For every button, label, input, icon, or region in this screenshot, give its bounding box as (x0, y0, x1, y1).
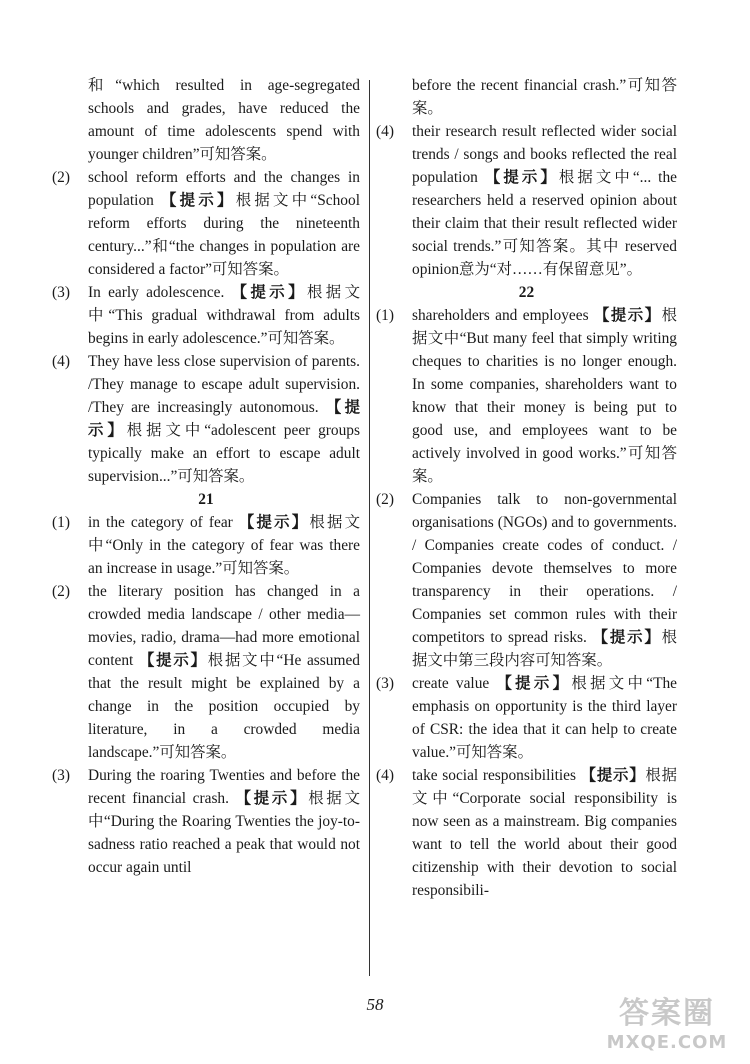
answer-text: In early adolescence. (88, 284, 225, 301)
answer-text: shareholders and employees (412, 307, 589, 324)
hint-label: 【提示】 (231, 284, 307, 301)
answer-item (376, 304, 677, 488)
hint-text: 根据文中“During the Roaring Twenties the joy-to-sadness ratio reached a peak that would not occur again until (88, 790, 360, 876)
answer-text: take social responsibilities (412, 767, 577, 784)
page-number: 58 (366, 995, 384, 1014)
item-number: (4) (52, 353, 70, 370)
hint-text: 根据文中“But many feel that simply writing cheques to charities is no longer enough. In some companies, shareholders want to know that their money is being put to good use, and employees want to be actively involved in good works.”可知答案。 (412, 307, 677, 485)
answer-item (376, 120, 677, 281)
answer-text: They have less close supervision of parents. /They manage to escape adult supervision. /They are increasingly autonomous. (88, 353, 360, 416)
left-column (52, 74, 360, 879)
item-number: (3) (52, 767, 70, 784)
answer-text: in the category of fear (88, 514, 233, 531)
continued-answer (376, 74, 677, 120)
hint-text: 根据文中“The emphasis on opportunity is the third layer of CSR: the idea that it can help to create value.”可知答案。 (412, 675, 677, 761)
answer-text: their research result reflected wider social trends / songs and books reflected the real population (412, 123, 677, 186)
right-column (376, 74, 677, 902)
hint-text: 根据文中第三段内容可知答案。 (412, 629, 677, 669)
answer-item (52, 511, 360, 580)
hint-label: 【提示】 (238, 514, 310, 531)
hint-label: 【提示】 (592, 629, 662, 646)
hint-label: 【提示】 (484, 169, 559, 186)
answer-item (52, 350, 360, 488)
hint-label: 【提示】 (235, 790, 309, 807)
answer-item (376, 672, 677, 764)
hint-text: 根据文中“adolescent peer groups typically make an effort to escape adult supervision...”可知答案。 (88, 422, 360, 485)
answer-text: During the roaring Twenties and before the recent financial crash. (88, 767, 360, 807)
answer-item (52, 764, 360, 879)
section-heading-21: 21 (198, 491, 214, 508)
hint-label: 【提示】 (88, 399, 360, 439)
answer-item (52, 281, 360, 350)
hint-text: 根据文中“He assumed that the result might be explained by a change in the position occupied by literature, in a crowded media landscape.”可知答案。 (88, 652, 360, 761)
answer-item (52, 580, 360, 764)
item-number: (4) (376, 123, 394, 140)
hint-label: 【提示】 (580, 767, 646, 784)
item-number: (2) (52, 169, 70, 186)
hint-label: 【提示】 (593, 307, 662, 324)
item-number: (2) (52, 583, 70, 600)
answer-text: Companies talk to non-governmental organisations (NGOs) and to governments. / Companies create codes of conduct. / Companies devote themselves to more transparency in their operations. / Companies set common rules with their competitors to spread risks. (412, 491, 677, 646)
watermark-logo (592, 996, 742, 1054)
hint-label: 【提示】 (160, 192, 236, 209)
hint-label: 【提示】 (138, 652, 208, 669)
answer-text: create value (412, 675, 490, 692)
hint-text: 根据文中“Only in the category of fear was there an increase in usage.”可知答案。 (88, 514, 360, 577)
watermark-url: MXQE.COM (606, 1032, 728, 1053)
hint-text: 根据文中“Corporate social responsibility is now seen as a mainstream. Big companies want to tell the world about their good citizenship with their devotion to social responsibili- (412, 767, 677, 899)
answer-item (376, 764, 677, 902)
answer-item (376, 488, 677, 672)
answer-text: school reform efforts and the changes in population (88, 169, 360, 209)
section-heading-22: 22 (518, 284, 535, 301)
hint-text: 根据文中“This gradual withdrawal from adults begins in early adolescence.”可知答案。 (88, 284, 360, 347)
hint-text: 根据文中“School reform efforts during the nineteenth century...”和“the changes in population are considered a factor”可知答案。 (88, 192, 360, 278)
item-number: (2) (376, 491, 394, 508)
item-number: (3) (52, 284, 70, 301)
answer-text: before the recent financial crash.”可知答案。 (412, 77, 677, 117)
column-divider (369, 80, 370, 976)
item-number: (3) (376, 675, 394, 692)
hint-text: 根据文中“... the researchers held a reserved opinion about their claim that their result reflected wider social trends.”可知答案。其中 reserved opinion意为“对……有保留意见”。 (412, 169, 677, 278)
continued-answer (52, 74, 360, 166)
hint-label: 【提示】 (496, 675, 572, 692)
item-number: (4) (376, 767, 394, 784)
item-number: (1) (376, 307, 394, 324)
answer-text: the literary position has changed in a crowded media landscape / other media—movies, radio, drama—had more emotional content (88, 583, 360, 669)
item-number: (1) (52, 514, 70, 531)
answer-text: 和“which resulted in age-segregated schools and grades, have reduced the amount of time adolescents spend with younger children”可知答案。 (88, 77, 360, 163)
watermark-text: 答案圈 (619, 996, 715, 1031)
answer-item (52, 166, 360, 281)
